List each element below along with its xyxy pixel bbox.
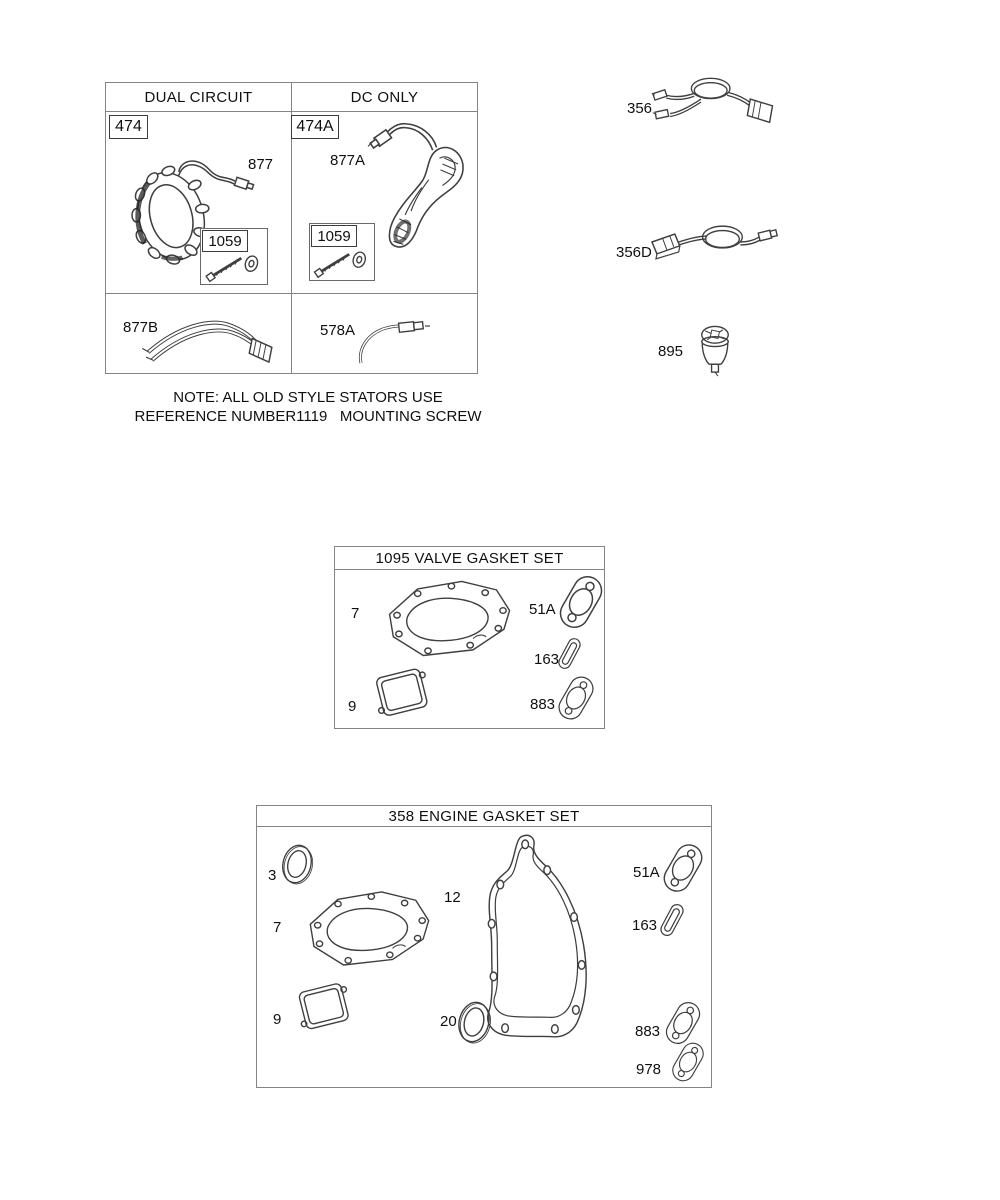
part-label-578a: 578A [320, 322, 356, 339]
part-label-883: 883 [530, 696, 556, 713]
part-label-7: 7 [273, 919, 282, 936]
part-label-895: 895 [658, 343, 684, 360]
part-label-20: 20 [440, 1013, 457, 1030]
part-label-12: 12 [444, 889, 461, 906]
head-gasket-drawing [289, 883, 437, 973]
part-label-9: 9 [273, 1011, 282, 1028]
engine-gasket-set-title: 358 ENGINE GASKET SET [257, 806, 711, 827]
stator-dc-474a-drawing [362, 117, 470, 259]
screw-kit-box-dual [200, 228, 268, 285]
part-label-9: 9 [348, 698, 357, 715]
part-label-978: 978 [636, 1061, 662, 1078]
part-label-51a: 51A [633, 864, 660, 881]
note-line-2: REFERENCE NUMBER1119 MOUNTING SCREW [134, 408, 482, 425]
oil-seal-20-drawing [455, 998, 493, 1046]
header-divider [106, 111, 477, 112]
head-gasket-drawing [365, 573, 521, 663]
stator-options-panel [105, 82, 478, 374]
flange-gasket-51a-drawing [558, 571, 604, 633]
part-label-883: 883 [635, 1023, 661, 1040]
ref-box-1059-dual: 1059 [202, 230, 248, 252]
ref-box-474a: 474A [291, 115, 339, 139]
column-header-dual-circuit: DUAL CIRCUIT [144, 88, 253, 106]
part-label-163: 163 [534, 651, 560, 668]
flange-gasket-883-drawing [557, 671, 595, 725]
mounting-screw-washer-drawing [204, 249, 264, 282]
wire-harness-356d-drawing [649, 216, 783, 268]
part-label-51a: 51A [529, 601, 556, 618]
thin-gasket-163-drawing [556, 635, 583, 672]
valve-gasket-set-title: 1095 VALVE GASKET SET [335, 547, 604, 570]
part-label-356d: 356D [616, 244, 652, 261]
mounting-screw-washer-drawing [313, 245, 371, 278]
ref-box-1059-dc: 1059 [311, 225, 357, 247]
flange-gasket-51a-drawing [662, 838, 704, 898]
oil-seal-3-drawing [279, 841, 315, 887]
screw-kit-box-dc [309, 223, 375, 281]
flange-gasket-978-drawing [667, 1039, 709, 1085]
thin-gasket-163-drawing [658, 900, 686, 940]
column-header-dc-only: DC ONLY [350, 88, 419, 106]
row-divider [106, 293, 477, 294]
part-label-877a: 877A [330, 152, 366, 169]
valve-cover-gasket-drawing [292, 972, 354, 1038]
ref-box-474: 474 [109, 115, 148, 139]
stator-note [112, 388, 504, 426]
switch-895-drawing [695, 323, 735, 377]
wire-harness-356-drawing [650, 74, 782, 130]
wire-harness-877b-drawing [140, 313, 278, 367]
valve-gasket-set-panel [334, 546, 605, 729]
part-label-3: 3 [268, 867, 277, 884]
part-label-7: 7 [351, 605, 360, 622]
wire-578a-drawing [353, 317, 433, 367]
part-label-163: 163 [632, 917, 658, 934]
valve-cover-gasket-drawing [368, 657, 434, 725]
part-label-877b: 877B [123, 319, 159, 336]
engine-gasket-set-panel [256, 805, 712, 1088]
part-label-877: 877 [248, 156, 274, 173]
note-line-1: NOTE: ALL OLD STYLE STATORS USE [173, 389, 443, 406]
part-label-356: 356 [627, 100, 653, 117]
